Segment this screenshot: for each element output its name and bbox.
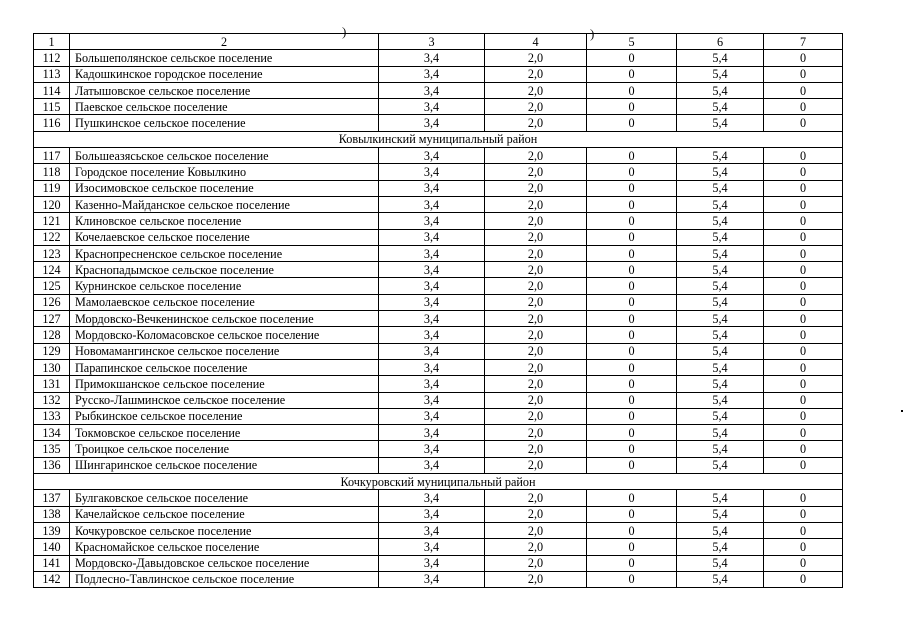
settlement-name: Изосимовское сельское поселение bbox=[70, 180, 379, 196]
value-col4: 2,0 bbox=[485, 278, 587, 294]
table-row bbox=[34, 359, 843, 375]
row-number: 132 bbox=[34, 392, 70, 408]
value-col4: 2,0 bbox=[485, 408, 587, 424]
value-col4: 2,0 bbox=[485, 539, 587, 555]
row-number: 119 bbox=[34, 180, 70, 196]
settlement-name: Качелайское сельское поселение bbox=[70, 506, 379, 522]
value-col5: 0 bbox=[587, 99, 677, 115]
row-number: 129 bbox=[34, 343, 70, 359]
value-col6: 5,4 bbox=[677, 539, 764, 555]
settlement-name: Большеазясьское сельское поселение bbox=[70, 148, 379, 164]
value-col5: 0 bbox=[587, 213, 677, 229]
value-col5: 0 bbox=[587, 425, 677, 441]
table-row bbox=[34, 539, 843, 555]
value-col5: 0 bbox=[587, 180, 677, 196]
value-col7: 0 bbox=[764, 213, 843, 229]
value-col7: 0 bbox=[764, 50, 843, 66]
value-col6: 5,4 bbox=[677, 490, 764, 506]
settlement-name: Краснопресненское сельское поселение bbox=[70, 245, 379, 261]
settlement-name: Курнинское сельское поселение bbox=[70, 278, 379, 294]
value-col4: 2,0 bbox=[485, 522, 587, 538]
settlement-name: Мордовско-Коломасовское сельское поселение bbox=[70, 327, 379, 343]
settlement-name: Паевское сельское поселение bbox=[70, 99, 379, 115]
row-number: 127 bbox=[34, 311, 70, 327]
value-col4: 2,0 bbox=[485, 164, 587, 180]
row-number: 140 bbox=[34, 539, 70, 555]
data-table bbox=[33, 33, 843, 588]
value-col5: 0 bbox=[587, 82, 677, 98]
value-col4: 2,0 bbox=[485, 82, 587, 98]
section-title: Кочкуровский муниципальный район bbox=[34, 474, 843, 490]
value-col4: 2,0 bbox=[485, 343, 587, 359]
settlement-name: Краснопадымское сельское поселение bbox=[70, 262, 379, 278]
value-col7: 0 bbox=[764, 359, 843, 375]
row-number: 135 bbox=[34, 441, 70, 457]
value-col5: 0 bbox=[587, 539, 677, 555]
table-row bbox=[34, 327, 843, 343]
value-col7: 0 bbox=[764, 327, 843, 343]
value-col3: 3,4 bbox=[379, 66, 485, 82]
value-col7: 0 bbox=[764, 245, 843, 261]
value-col4: 2,0 bbox=[485, 50, 587, 66]
row-number: 136 bbox=[34, 457, 70, 473]
value-col4: 2,0 bbox=[485, 213, 587, 229]
table-row bbox=[34, 408, 843, 424]
value-col4: 2,0 bbox=[485, 506, 587, 522]
settlement-name: Токмовское сельское поселение bbox=[70, 425, 379, 441]
value-col3: 3,4 bbox=[379, 539, 485, 555]
table-row bbox=[34, 441, 843, 457]
value-col7: 0 bbox=[764, 148, 843, 164]
table-row bbox=[34, 490, 843, 506]
table-row bbox=[34, 82, 843, 98]
table-row bbox=[34, 555, 843, 571]
settlement-name: Кочкуровское сельское поселение bbox=[70, 522, 379, 538]
header-cell: 4 bbox=[485, 34, 587, 50]
value-col6: 5,4 bbox=[677, 392, 764, 408]
value-col4: 2,0 bbox=[485, 66, 587, 82]
value-col5: 0 bbox=[587, 196, 677, 212]
value-col5: 0 bbox=[587, 327, 677, 343]
table-row bbox=[34, 425, 843, 441]
value-col5: 0 bbox=[587, 278, 677, 294]
value-col6: 5,4 bbox=[677, 245, 764, 261]
value-col4: 2,0 bbox=[485, 490, 587, 506]
value-col5: 0 bbox=[587, 262, 677, 278]
settlement-name: Кочелаевское сельское поселение bbox=[70, 229, 379, 245]
table-row bbox=[34, 571, 843, 587]
header-cell: 3 bbox=[379, 34, 485, 50]
value-col5: 0 bbox=[587, 392, 677, 408]
row-number: 131 bbox=[34, 376, 70, 392]
value-col7: 0 bbox=[764, 506, 843, 522]
settlement-name: Подлесно-Тавлинское сельское поселение bbox=[70, 571, 379, 587]
value-col7: 0 bbox=[764, 278, 843, 294]
table-row bbox=[34, 457, 843, 473]
value-col5: 0 bbox=[587, 115, 677, 131]
value-col3: 3,4 bbox=[379, 327, 485, 343]
table-row bbox=[34, 278, 843, 294]
value-col7: 0 bbox=[764, 408, 843, 424]
value-col7: 0 bbox=[764, 164, 843, 180]
value-col5: 0 bbox=[587, 555, 677, 571]
value-col6: 5,4 bbox=[677, 99, 764, 115]
value-col3: 3,4 bbox=[379, 115, 485, 131]
value-col4: 2,0 bbox=[485, 180, 587, 196]
value-col3: 3,4 bbox=[379, 441, 485, 457]
value-col5: 0 bbox=[587, 506, 677, 522]
value-col6: 5,4 bbox=[677, 343, 764, 359]
value-col4: 2,0 bbox=[485, 245, 587, 261]
value-col4: 2,0 bbox=[485, 294, 587, 310]
value-col4: 2,0 bbox=[485, 376, 587, 392]
value-col4: 2,0 bbox=[485, 311, 587, 327]
row-number: 133 bbox=[34, 408, 70, 424]
value-col3: 3,4 bbox=[379, 278, 485, 294]
value-col6: 5,4 bbox=[677, 164, 764, 180]
value-col6: 5,4 bbox=[677, 148, 764, 164]
row-number: 124 bbox=[34, 262, 70, 278]
value-col7: 0 bbox=[764, 294, 843, 310]
table-row bbox=[34, 66, 843, 82]
value-col5: 0 bbox=[587, 311, 677, 327]
value-col7: 0 bbox=[764, 115, 843, 131]
value-col3: 3,4 bbox=[379, 392, 485, 408]
table-row bbox=[34, 294, 843, 310]
value-col6: 5,4 bbox=[677, 180, 764, 196]
value-col6: 5,4 bbox=[677, 359, 764, 375]
header-cell: 5 bbox=[587, 34, 677, 50]
settlement-name: Шингаринское сельское поселение bbox=[70, 457, 379, 473]
settlement-name: Троицкое сельское поселение bbox=[70, 441, 379, 457]
value-col6: 5,4 bbox=[677, 425, 764, 441]
value-col6: 5,4 bbox=[677, 522, 764, 538]
value-col3: 3,4 bbox=[379, 262, 485, 278]
value-col7: 0 bbox=[764, 392, 843, 408]
row-number: 121 bbox=[34, 213, 70, 229]
value-col3: 3,4 bbox=[379, 99, 485, 115]
settlement-name: Пушкинское сельское поселение bbox=[70, 115, 379, 131]
value-col3: 3,4 bbox=[379, 522, 485, 538]
value-col5: 0 bbox=[587, 490, 677, 506]
row-number: 122 bbox=[34, 229, 70, 245]
table-row bbox=[34, 115, 843, 131]
value-col5: 0 bbox=[587, 164, 677, 180]
value-col7: 0 bbox=[764, 490, 843, 506]
value-col7: 0 bbox=[764, 343, 843, 359]
value-col3: 3,4 bbox=[379, 490, 485, 506]
value-col7: 0 bbox=[764, 229, 843, 245]
value-col7: 0 bbox=[764, 180, 843, 196]
row-number: 142 bbox=[34, 571, 70, 587]
row-number: 112 bbox=[34, 50, 70, 66]
value-col7: 0 bbox=[764, 457, 843, 473]
value-col5: 0 bbox=[587, 245, 677, 261]
value-col4: 2,0 bbox=[485, 392, 587, 408]
section-title: Ковылкинский муниципальный район bbox=[34, 131, 843, 147]
value-col4: 2,0 bbox=[485, 425, 587, 441]
value-col3: 3,4 bbox=[379, 571, 485, 587]
settlement-name: Красномайское сельское поселение bbox=[70, 539, 379, 555]
table-row bbox=[34, 196, 843, 212]
value-col4: 2,0 bbox=[485, 327, 587, 343]
row-number: 116 bbox=[34, 115, 70, 131]
section-row bbox=[34, 474, 843, 490]
value-col5: 0 bbox=[587, 571, 677, 587]
scan-artifact-mark: ) bbox=[590, 26, 595, 41]
table-row bbox=[34, 311, 843, 327]
value-col4: 2,0 bbox=[485, 359, 587, 375]
value-col3: 3,4 bbox=[379, 457, 485, 473]
header-cell: 2 bbox=[70, 34, 379, 50]
value-col3: 3,4 bbox=[379, 245, 485, 261]
header-cell: 1 bbox=[34, 34, 70, 50]
table-row bbox=[34, 50, 843, 66]
value-col3: 3,4 bbox=[379, 425, 485, 441]
value-col3: 3,4 bbox=[379, 148, 485, 164]
value-col6: 5,4 bbox=[677, 311, 764, 327]
value-col3: 3,4 bbox=[379, 376, 485, 392]
settlement-name: Мордовско-Давыдовское сельское поселение bbox=[70, 555, 379, 571]
value-col6: 5,4 bbox=[677, 327, 764, 343]
settlement-name: Мордовско-Вечкенинское сельское поселение bbox=[70, 311, 379, 327]
value-col7: 0 bbox=[764, 425, 843, 441]
settlement-name: Примокшанское сельское поселение bbox=[70, 376, 379, 392]
value-col3: 3,4 bbox=[379, 229, 485, 245]
value-col6: 5,4 bbox=[677, 571, 764, 587]
row-number: 117 bbox=[34, 148, 70, 164]
value-col7: 0 bbox=[764, 555, 843, 571]
value-col3: 3,4 bbox=[379, 294, 485, 310]
table-row bbox=[34, 229, 843, 245]
value-col5: 0 bbox=[587, 343, 677, 359]
value-col7: 0 bbox=[764, 262, 843, 278]
table-row bbox=[34, 262, 843, 278]
value-col6: 5,4 bbox=[677, 457, 764, 473]
settlement-name: Городское поселение Ковылкино bbox=[70, 164, 379, 180]
value-col5: 0 bbox=[587, 148, 677, 164]
value-col6: 5,4 bbox=[677, 441, 764, 457]
value-col6: 5,4 bbox=[677, 66, 764, 82]
value-col5: 0 bbox=[587, 50, 677, 66]
header-cell: 7 bbox=[764, 34, 843, 50]
row-number: 115 bbox=[34, 99, 70, 115]
value-col6: 5,4 bbox=[677, 376, 764, 392]
value-col4: 2,0 bbox=[485, 262, 587, 278]
row-number: 141 bbox=[34, 555, 70, 571]
value-col5: 0 bbox=[587, 441, 677, 457]
value-col7: 0 bbox=[764, 376, 843, 392]
value-col5: 0 bbox=[587, 457, 677, 473]
settlement-name: Казенно-Майданское сельское поселение bbox=[70, 196, 379, 212]
value-col3: 3,4 bbox=[379, 408, 485, 424]
value-col4: 2,0 bbox=[485, 555, 587, 571]
table-row bbox=[34, 164, 843, 180]
table-row bbox=[34, 392, 843, 408]
value-col4: 2,0 bbox=[485, 441, 587, 457]
value-col5: 0 bbox=[587, 359, 677, 375]
value-col3: 3,4 bbox=[379, 359, 485, 375]
value-col3: 3,4 bbox=[379, 555, 485, 571]
value-col7: 0 bbox=[764, 66, 843, 82]
value-col7: 0 bbox=[764, 571, 843, 587]
settlement-name: Новомамангинское сельское поселение bbox=[70, 343, 379, 359]
value-col7: 0 bbox=[764, 539, 843, 555]
value-col5: 0 bbox=[587, 229, 677, 245]
value-col5: 0 bbox=[587, 522, 677, 538]
settlement-name: Рыбкинское сельское поселение bbox=[70, 408, 379, 424]
table-row bbox=[34, 180, 843, 196]
settlement-name: Русско-Лашминское сельское поселение bbox=[70, 392, 379, 408]
value-col7: 0 bbox=[764, 196, 843, 212]
row-number: 118 bbox=[34, 164, 70, 180]
table-row bbox=[34, 506, 843, 522]
settlement-name: Парапинское сельское поселение bbox=[70, 359, 379, 375]
table-row bbox=[34, 213, 843, 229]
table-row bbox=[34, 343, 843, 359]
settlement-name: Клиновское сельское поселение bbox=[70, 213, 379, 229]
row-number: 128 bbox=[34, 327, 70, 343]
row-number: 138 bbox=[34, 506, 70, 522]
value-col3: 3,4 bbox=[379, 164, 485, 180]
value-col7: 0 bbox=[764, 99, 843, 115]
row-number: 130 bbox=[34, 359, 70, 375]
value-col3: 3,4 bbox=[379, 180, 485, 196]
value-col4: 2,0 bbox=[485, 196, 587, 212]
value-col3: 3,4 bbox=[379, 82, 485, 98]
value-col6: 5,4 bbox=[677, 82, 764, 98]
header-cell: 6 bbox=[677, 34, 764, 50]
row-number: 114 bbox=[34, 82, 70, 98]
scan-artifact-dot bbox=[901, 410, 903, 412]
header-row bbox=[34, 34, 843, 50]
value-col6: 5,4 bbox=[677, 196, 764, 212]
value-col3: 3,4 bbox=[379, 196, 485, 212]
value-col4: 2,0 bbox=[485, 571, 587, 587]
table-row bbox=[34, 245, 843, 261]
table-row bbox=[34, 99, 843, 115]
row-number: 113 bbox=[34, 66, 70, 82]
table-row bbox=[34, 148, 843, 164]
value-col7: 0 bbox=[764, 82, 843, 98]
value-col4: 2,0 bbox=[485, 229, 587, 245]
value-col6: 5,4 bbox=[677, 115, 764, 131]
value-col5: 0 bbox=[587, 376, 677, 392]
scan-artifact-mark: ) bbox=[342, 24, 347, 39]
row-number: 126 bbox=[34, 294, 70, 310]
value-col6: 5,4 bbox=[677, 50, 764, 66]
value-col4: 2,0 bbox=[485, 457, 587, 473]
settlement-name: Кадошкинское городское поселение bbox=[70, 66, 379, 82]
value-col4: 2,0 bbox=[485, 148, 587, 164]
section-row bbox=[34, 131, 843, 147]
value-col3: 3,4 bbox=[379, 506, 485, 522]
settlement-name: Большеполянское сельское поселение bbox=[70, 50, 379, 66]
row-number: 139 bbox=[34, 522, 70, 538]
value-col3: 3,4 bbox=[379, 50, 485, 66]
value-col3: 3,4 bbox=[379, 343, 485, 359]
settlement-name: Латышовское сельское поселение bbox=[70, 82, 379, 98]
value-col7: 0 bbox=[764, 522, 843, 538]
value-col5: 0 bbox=[587, 294, 677, 310]
row-number: 134 bbox=[34, 425, 70, 441]
table-row bbox=[34, 376, 843, 392]
row-number: 137 bbox=[34, 490, 70, 506]
row-number: 125 bbox=[34, 278, 70, 294]
value-col4: 2,0 bbox=[485, 99, 587, 115]
value-col6: 5,4 bbox=[677, 555, 764, 571]
value-col4: 2,0 bbox=[485, 115, 587, 131]
value-col5: 0 bbox=[587, 408, 677, 424]
value-col6: 5,4 bbox=[677, 294, 764, 310]
table-row bbox=[34, 522, 843, 538]
value-col6: 5,4 bbox=[677, 262, 764, 278]
value-col7: 0 bbox=[764, 441, 843, 457]
value-col5: 0 bbox=[587, 66, 677, 82]
value-col6: 5,4 bbox=[677, 278, 764, 294]
value-col6: 5,4 bbox=[677, 506, 764, 522]
value-col6: 5,4 bbox=[677, 213, 764, 229]
row-number: 123 bbox=[34, 245, 70, 261]
value-col7: 0 bbox=[764, 311, 843, 327]
value-col3: 3,4 bbox=[379, 311, 485, 327]
value-col3: 3,4 bbox=[379, 213, 485, 229]
row-number: 120 bbox=[34, 196, 70, 212]
settlement-name: Булгаковское сельское поселение bbox=[70, 490, 379, 506]
value-col6: 5,4 bbox=[677, 229, 764, 245]
value-col6: 5,4 bbox=[677, 408, 764, 424]
table-body bbox=[34, 50, 843, 588]
settlement-name: Мамолаевское сельское поселение bbox=[70, 294, 379, 310]
